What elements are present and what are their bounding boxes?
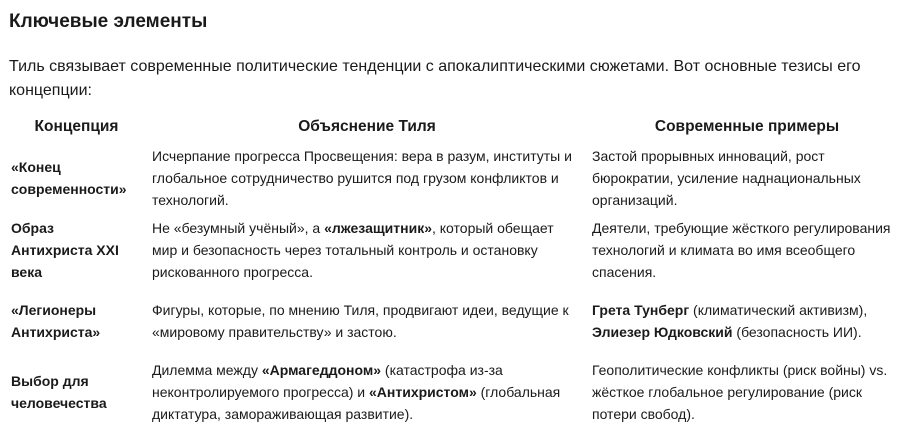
examples-cell (590, 287, 904, 357)
cell-text: Дилемма между (152, 362, 262, 378)
table-row (9, 143, 904, 215)
explanation-cell (144, 287, 590, 357)
cell-text: (глобальная диктатура, замораживающая развитие). (152, 384, 561, 422)
concepts-table (9, 111, 904, 429)
emphasis-text: «Антихристом» (369, 384, 477, 400)
cell-text: Исчерпание прогресса Просвещения: вера в разум, институты и глобальное сотрудничество рушится под грузом конфликтов и технологий. (152, 148, 572, 208)
emphasis-text: Грета Тунберг (592, 302, 690, 318)
header-explanation: Объяснение Тиля (298, 118, 436, 135)
table-row (9, 287, 904, 357)
concept-cell: Образ Антихриста XXI века (11, 220, 119, 280)
intro-paragraph: Тиль связывает современные политические тенденции с апокалиптическими сюжетами. Вот основные тезисы его концепции: (9, 58, 861, 99)
cell-text: Не «безумный учёный», а (152, 220, 325, 236)
header-examples: Современные примеры (654, 118, 840, 135)
cell-text: (климатический активизм), (689, 302, 868, 318)
table-row (9, 357, 904, 429)
cell-text: Фигуры, которые, по мнению Тиля, продвигают идеи, ведущие к «мировому правительству» и застою. (152, 302, 569, 340)
emphasis-text: «Армагеддоном» (261, 362, 382, 378)
cell-text: Деятели, требующие жёсткого регулирования технологий и климата во имя всеобщего спасения. (592, 220, 891, 280)
explanation-cell (144, 215, 590, 287)
explanation-cell (144, 143, 590, 215)
concept-cell: «Конец современности» (11, 159, 127, 197)
table-row (9, 215, 904, 287)
table-header-row (9, 111, 904, 143)
concept-cell: Выбор для человечества (11, 373, 107, 411)
section-heading: Ключевые элементы (9, 11, 208, 32)
cell-text: (безопасность ИИ). (732, 324, 862, 340)
header-concept: Концепция (34, 118, 119, 135)
explanation-cell (144, 357, 590, 429)
examples-cell (590, 215, 904, 287)
cell-text: Геополитические конфликты (риск войны) vs. жёсткое глобальное регулирование (риск потери свобод). (592, 362, 888, 422)
cell-text: , который обещает мир и безопасность через тотальный контроль и остановку рискованного прогресса. (152, 220, 554, 280)
cell-text: (катастрофа из-за неконтролируемого прогресса) и (152, 362, 503, 400)
cell-text: Застой прорывных инноваций, рост бюрократии, усиление наднациональных организаций. (592, 148, 861, 208)
emphasis-text: «лжезащитник» (324, 220, 432, 236)
examples-cell (590, 143, 904, 215)
examples-cell (590, 357, 904, 429)
emphasis-text: Элиезер Юдковский (592, 324, 733, 340)
concept-cell: «Легионеры Антихриста» (11, 302, 101, 340)
